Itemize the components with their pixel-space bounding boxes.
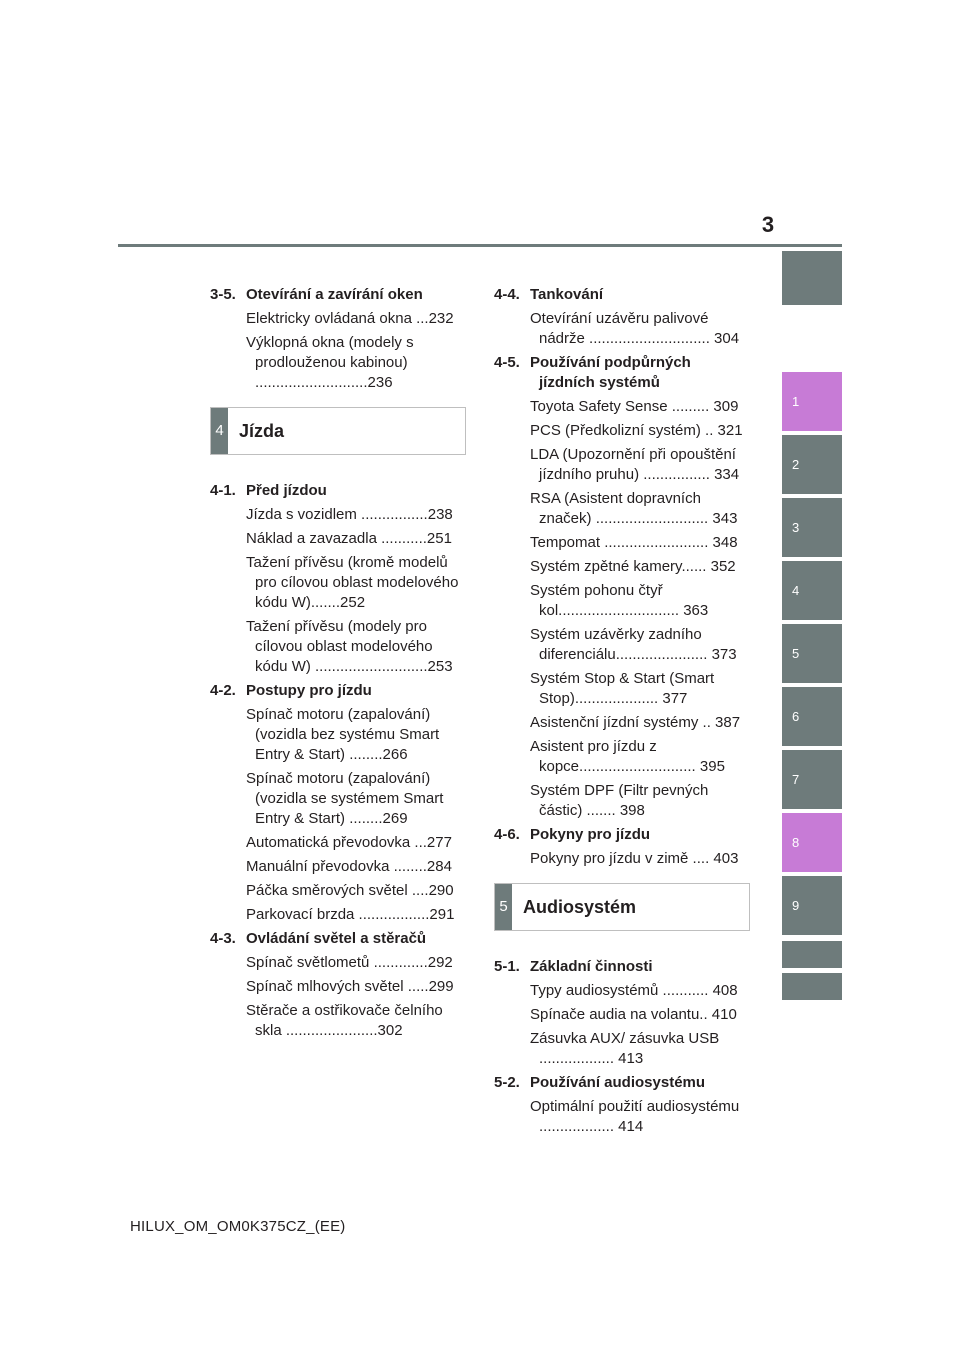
toc-entry-text: LDA (Upozornění při opouštění jízdního pruhu) ................ 334 — [530, 446, 740, 483]
toc-entry[interactable] — [210, 705, 466, 765]
toc-entry-text: Jízda s vozidlem ................238 — [246, 506, 453, 523]
side-tab-label: 9 — [792, 897, 800, 913]
toc-entry[interactable] — [494, 581, 750, 621]
section-number: 5-2. — [494, 1074, 520, 1091]
toc-entry[interactable] — [210, 1001, 466, 1041]
toc-entry-text: Systém uzávěrky zadního diferenciálu...................... 373 — [530, 626, 737, 663]
toc-entry-text: Automatická převodovka ...277 — [246, 834, 452, 851]
side-tab-label: 2 — [792, 456, 800, 472]
section-title: Používání audiosystému — [530, 1074, 706, 1091]
section-title: Pokyny pro jízdu — [530, 826, 651, 843]
side-tab-9[interactable] — [782, 876, 842, 935]
toc-section-heading[interactable] — [494, 1073, 750, 1093]
chapter-header-box[interactable] — [494, 883, 750, 931]
toc-entry[interactable] — [494, 781, 750, 821]
toc-entry[interactable] — [494, 737, 750, 777]
toc-entry[interactable] — [210, 309, 466, 329]
section-number: 4-3. — [210, 930, 236, 947]
toc-section-heading[interactable] — [210, 285, 466, 305]
side-tab-label: 8 — [792, 834, 800, 850]
side-tab-label: 5 — [792, 645, 800, 661]
toc-section-heading[interactable] — [494, 285, 750, 305]
toc-entry-text: Systém zpětné kamery...... 352 — [530, 558, 736, 575]
chapter-number: 4 — [211, 408, 228, 454]
toc-entry[interactable] — [494, 421, 750, 441]
toc-entry-text: Systém DPF (Filtr pevných částic) ....... 398 — [530, 782, 709, 819]
chapter-title: Audiosystém — [523, 897, 637, 917]
toc-entry-text: Typy audiosystémů ........... 408 — [530, 982, 738, 999]
toc-entry[interactable] — [494, 445, 750, 485]
toc-section-heading[interactable] — [494, 957, 750, 977]
side-tab-3[interactable] — [782, 498, 842, 557]
toc-entry-text: Spínač světlometů .............292 — [246, 954, 453, 971]
chapter-title: Jízda — [239, 421, 285, 441]
toc-entry[interactable] — [494, 397, 750, 417]
side-tab-label: 6 — [792, 708, 800, 724]
side-tab-6[interactable] — [782, 687, 842, 746]
chapter-number: 5 — [495, 884, 512, 930]
toc-entry-text: Spínače audia na volantu.. 410 — [530, 1006, 737, 1023]
side-tab-label: 4 — [792, 582, 800, 598]
toc-entry[interactable] — [494, 557, 750, 577]
chapter-header-box[interactable] — [210, 407, 466, 455]
header-rule — [118, 244, 842, 247]
section-title: Základní činnosti — [530, 958, 653, 975]
toc-entry[interactable] — [210, 881, 466, 901]
toc-entry[interactable] — [210, 857, 466, 877]
toc-entry[interactable] — [494, 489, 750, 529]
toc-entry[interactable] — [494, 625, 750, 665]
toc-entry[interactable] — [494, 309, 750, 349]
side-tab-2[interactable] — [782, 435, 842, 494]
toc-entry[interactable] — [494, 713, 750, 733]
toc-entry[interactable] — [210, 953, 466, 973]
side-tab-5[interactable] — [782, 624, 842, 683]
toc-entry-text: Elektricky ovládaná okna ...232 — [246, 310, 454, 327]
section-number: 3-5. — [210, 286, 236, 303]
toc-section-heading[interactable] — [494, 353, 750, 393]
section-title: Postupy pro jízdu — [246, 682, 372, 699]
section-number: 4-1. — [210, 482, 236, 499]
toc-entry-text: PCS (Předkolizní systém) .. 321 — [530, 422, 743, 439]
toc-entry-text: Systém pohonu čtyř kol............................. 363 — [530, 582, 709, 619]
side-tab-blank-top — [782, 251, 842, 305]
toc-entry-text: Stěrače a ostřikovače čelního skla ......................302 — [246, 1002, 443, 1039]
toc-entry[interactable] — [210, 833, 466, 853]
toc-entry-text: Manuální převodovka ........284 — [246, 858, 452, 875]
toc-entry[interactable] — [494, 1005, 750, 1025]
side-tab-blank-a — [782, 941, 842, 968]
toc-entry[interactable] — [494, 533, 750, 553]
toc-section-heading[interactable] — [210, 481, 466, 501]
toc-section-heading[interactable] — [494, 825, 750, 845]
toc-entry-text: Tempomat ......................... 348 — [530, 534, 738, 551]
section-title: Používání podpůrných jízdních systémů — [530, 354, 691, 391]
toc-entry-text: Asistenční jízdní systémy .. 387 — [530, 714, 741, 731]
side-tab-label: 7 — [792, 771, 800, 787]
toc-entry-text: Tažení přívěsu (modely pro cílovou oblast modelového kódu W) ...........................253 — [246, 618, 453, 675]
toc-entry-text: Páčka směrových světel ....290 — [246, 882, 454, 899]
side-tab-label: 3 — [792, 519, 800, 535]
side-tab-blank-b — [782, 973, 842, 1000]
side-tab-label: 1 — [792, 393, 800, 409]
toc-entry[interactable] — [210, 333, 466, 393]
toc-left-column — [210, 281, 466, 1041]
toc-entry[interactable] — [210, 905, 466, 925]
toc-entry-text: Parkovací brzda .................291 — [246, 906, 455, 923]
toc-entry-text: Asistent pro jízdu z kopce............................ 395 — [530, 738, 725, 775]
toc-entry[interactable] — [210, 529, 466, 549]
section-title: Otevírání a zavírání oken — [246, 286, 423, 303]
section-number: 5-1. — [494, 958, 520, 975]
toc-entry[interactable] — [494, 849, 750, 869]
side-tab-8[interactable] — [782, 813, 842, 872]
toc-entry-text: Spínač motoru (zapalování) (vozidla bez systému Smart Entry & Start) ........266 — [246, 706, 440, 763]
toc-entry[interactable] — [210, 769, 466, 829]
toc-section-heading[interactable] — [210, 929, 466, 949]
section-number: 4-5. — [494, 354, 520, 371]
toc-entry-text: RSA (Asistent dopravních značek) ........................... 343 — [530, 490, 738, 527]
toc-entry-text: Výklopná okna (modely s prodlouženou kabinou) ...........................236 — [246, 334, 414, 391]
side-tab-7[interactable] — [782, 750, 842, 809]
toc-entry-text: Náklad a zavazadla ...........251 — [246, 530, 452, 547]
footer-doc-code: HILUX_OM_OM0K375CZ_(EE) — [130, 1218, 346, 1235]
toc-entry-text: Tažení přívěsu (kromě modelů pro cílovou oblast modelového kódu W).......252 — [246, 554, 459, 611]
side-tab-1[interactable] — [782, 372, 842, 431]
toc-section-heading[interactable] — [210, 681, 466, 701]
section-number: 4-2. — [210, 682, 236, 699]
toc-entry-text: Optimální použití audiosystému .................. 414 — [530, 1098, 740, 1135]
toc-entry-text: Toyota Safety Sense ......... 309 — [530, 398, 739, 415]
toc-entry-text: Otevírání uzávěru palivové nádrže ............................. 304 — [530, 310, 740, 347]
page-number: 3 — [761, 212, 775, 237]
toc-entry[interactable] — [210, 505, 466, 525]
toc-entry[interactable] — [210, 977, 466, 997]
section-number: 4-6. — [494, 826, 520, 843]
toc-entry[interactable] — [494, 1097, 750, 1137]
toc-entry[interactable] — [494, 981, 750, 1001]
toc-entry-text: Spínač motoru (zapalování) (vozidla se systémem Smart Entry & Start) ........269 — [246, 770, 444, 827]
toc-entry[interactable] — [494, 669, 750, 709]
toc-entry-text: Pokyny pro jízdu v zimě .... 403 — [530, 850, 739, 867]
toc-right-column — [494, 281, 750, 1137]
section-number: 4-4. — [494, 286, 520, 303]
section-title: Tankování — [530, 286, 604, 303]
toc-entry-text: Zásuvka AUX/ zásuvka USB .................. 413 — [530, 1030, 720, 1067]
section-title: Před jízdou — [246, 482, 327, 499]
section-title: Ovládání světel a stěračů — [246, 930, 427, 947]
toc-entry-text: Spínač mlhových světel .....299 — [246, 978, 454, 995]
toc-entry[interactable] — [210, 553, 466, 613]
side-tab-4[interactable] — [782, 561, 842, 620]
toc-entry[interactable] — [210, 617, 466, 677]
toc-entry-text: Systém Stop & Start (Smart Stop).................... 377 — [530, 670, 715, 707]
toc-entry[interactable] — [494, 1029, 750, 1069]
